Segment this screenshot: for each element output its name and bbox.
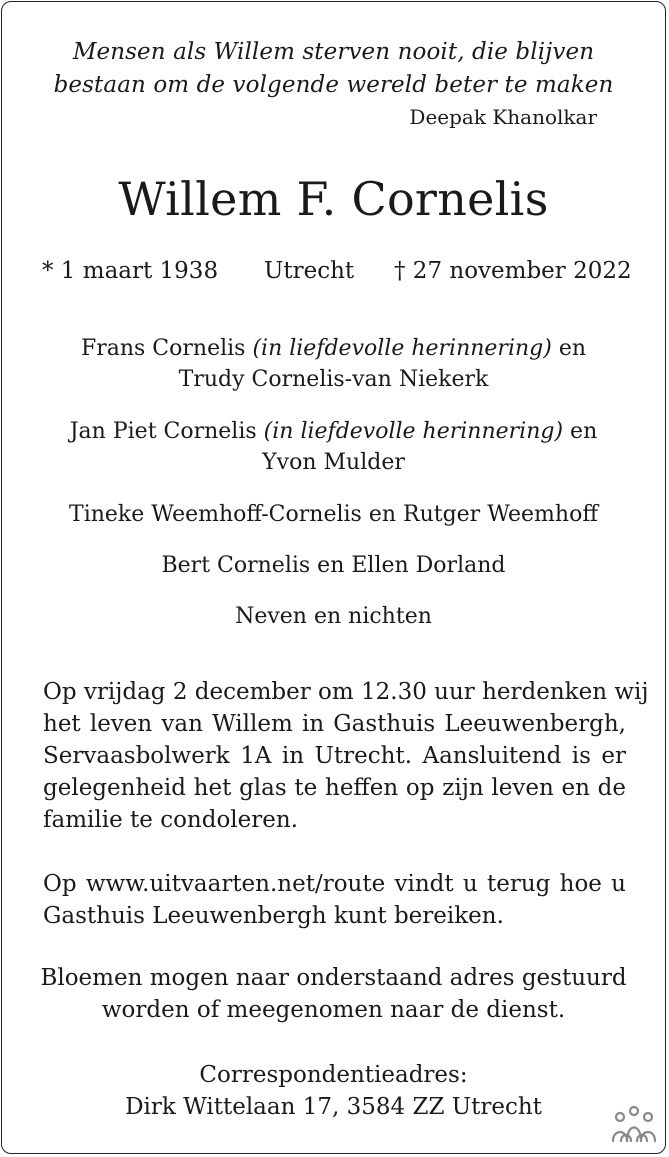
family-line-4: Bert Cornelis en Ellen Dorland xyxy=(161,553,506,578)
family-member-note: (in liefdevolle herinnering) xyxy=(263,419,564,444)
family-partner-2: Yvon Mulder xyxy=(262,450,405,475)
ceremony-line: gelegenheid het glas te heffen op zijn leven en de xyxy=(43,775,626,801)
flowers-line-1: Bloemen mogen naar onderstaand adres gestuurd xyxy=(40,965,627,991)
people-group-icon xyxy=(609,1103,659,1145)
family-member-note: (in liefdevolle herinnering) xyxy=(252,336,552,361)
family-line-3: Tineke Weemhoff-Cornelis en Rutger Weemhoff xyxy=(69,502,598,527)
ceremony-line: Op vrijdag 2 december om 12.30 uur herdenken wij xyxy=(43,679,649,705)
family-partner-1: Trudy Cornelis-van Niekerk xyxy=(178,367,489,392)
route-paragraph xyxy=(43,868,626,932)
family-member-name: Frans Cornelis xyxy=(80,336,246,361)
obituary-card xyxy=(1,1,666,1154)
family-line-5: Neven en nichten xyxy=(235,604,432,629)
quote-author: Deepak Khanolkar xyxy=(409,105,597,129)
family-conjunction: en xyxy=(558,336,587,361)
route-line: Gasthuis Leeuwenbergh kunt bereiken. xyxy=(43,903,504,929)
flowers-line-2: worden of meegenomen naar de dienst. xyxy=(101,997,566,1023)
address-label: Correspondentieadres: xyxy=(199,1062,468,1088)
address-value: Dirk Wittelaan 17, 3584 ZZ Utrecht xyxy=(125,1094,542,1120)
place: Utrecht xyxy=(264,258,355,284)
ceremony-line: het leven van Willem in Gasthuis Leeuwenbergh, xyxy=(43,711,626,737)
birth-date: * 1 maart 1938 xyxy=(42,258,219,284)
death-date: † 27 november 2022 xyxy=(394,258,632,284)
ceremony-paragraph xyxy=(43,676,649,836)
family-member-name: Jan Piet Cornelis xyxy=(69,419,257,444)
family-line-1 xyxy=(2,336,665,361)
deceased-name: Willem F. Cornelis xyxy=(118,172,549,226)
family-conjunction: en xyxy=(570,419,598,444)
family-line-2 xyxy=(2,419,665,444)
route-line: Op www.uitvaarten.net/route vindt u terug hoe u xyxy=(43,871,626,897)
quote-line-1: Mensen als Willem sterven nooit, die blijven xyxy=(72,39,595,65)
quote-line-2: bestaan om de volgende wereld beter te maken xyxy=(53,72,614,98)
ceremony-line: Servaasbolwerk 1A in Utrecht. Aansluitend is er xyxy=(43,743,626,769)
ceremony-line: familie te condoleren. xyxy=(43,807,298,833)
